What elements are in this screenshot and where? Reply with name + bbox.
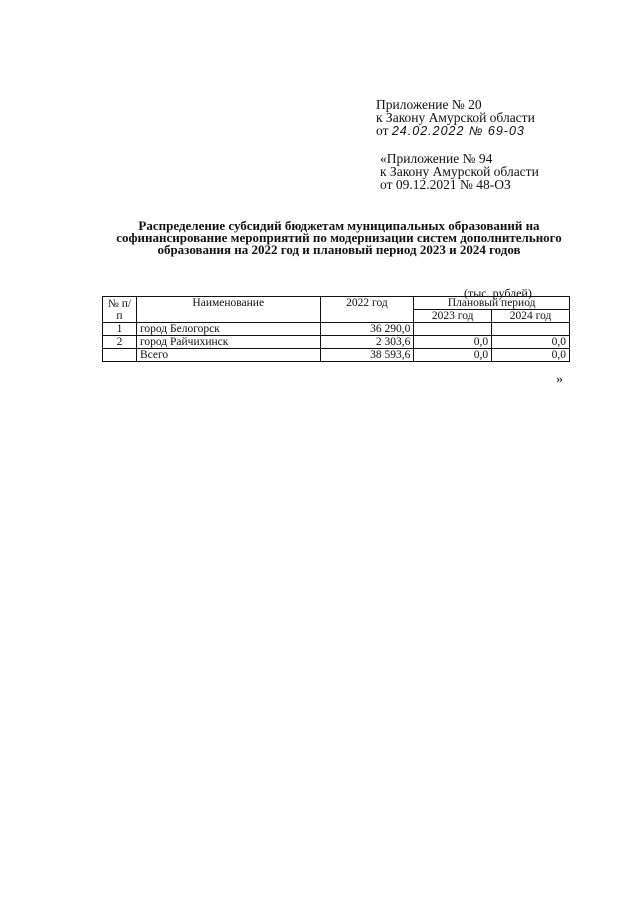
- header-planned-period: Плановый период: [414, 297, 570, 310]
- appendix-20-date-prefix: от: [376, 123, 392, 138]
- total-2022: 38 593,6: [320, 349, 414, 362]
- row-2024: 0,0: [492, 336, 570, 349]
- header-num: № п/п: [103, 297, 137, 323]
- row-name: город Райчихинск: [136, 336, 320, 349]
- row-2023: 0,0: [414, 336, 492, 349]
- row-name: город Белогорск: [136, 323, 320, 336]
- total-2023: 0,0: [414, 349, 492, 362]
- appendix-20-law: к Закону Амурской области: [376, 110, 535, 125]
- appendix-94-header: [380, 152, 539, 191]
- table-total-row: [103, 349, 570, 362]
- total-num: [103, 349, 137, 362]
- row-num: 2: [103, 336, 137, 349]
- row-2023: [414, 323, 492, 336]
- table-row: [103, 336, 570, 349]
- table-header-row: [103, 297, 570, 310]
- document-title: Распределение субсидий бюджетам муниципальных образований на софинансирование мероприятий по модернизации систем дополнительного образования на 2022 год и плановый период 2023 и 2024 годов: [116, 218, 562, 257]
- table-row: [103, 323, 570, 336]
- appendix-94-law: к Закону Амурской области: [380, 164, 539, 179]
- closing-quote: »: [556, 372, 563, 387]
- row-num: 1: [103, 323, 137, 336]
- row-2022: 36 290,0: [320, 323, 414, 336]
- header-2024: 2024 год: [492, 310, 570, 323]
- appendix-94-number: «Приложение № 94: [380, 151, 493, 166]
- row-2024: [492, 323, 570, 336]
- header-2022: 2022 год: [320, 297, 414, 323]
- appendix-20-header: [376, 98, 535, 138]
- appendix-20-number: Приложение № 20: [376, 97, 482, 112]
- subsidy-table: [102, 296, 570, 362]
- header-2023: 2023 год: [414, 310, 492, 323]
- appendix-94-date: от 09.12.2021 № 48-ОЗ: [380, 177, 511, 192]
- units-label: (тыс. рублей): [464, 286, 532, 300]
- total-name: Всего: [136, 349, 320, 362]
- row-2022: 2 303,6: [320, 336, 414, 349]
- header-name: Наименование: [136, 297, 320, 323]
- handwritten-date: 24.02.2022 № 69-03: [391, 124, 525, 138]
- total-2024: 0,0: [492, 349, 570, 362]
- appendix-20-date: [376, 124, 535, 138]
